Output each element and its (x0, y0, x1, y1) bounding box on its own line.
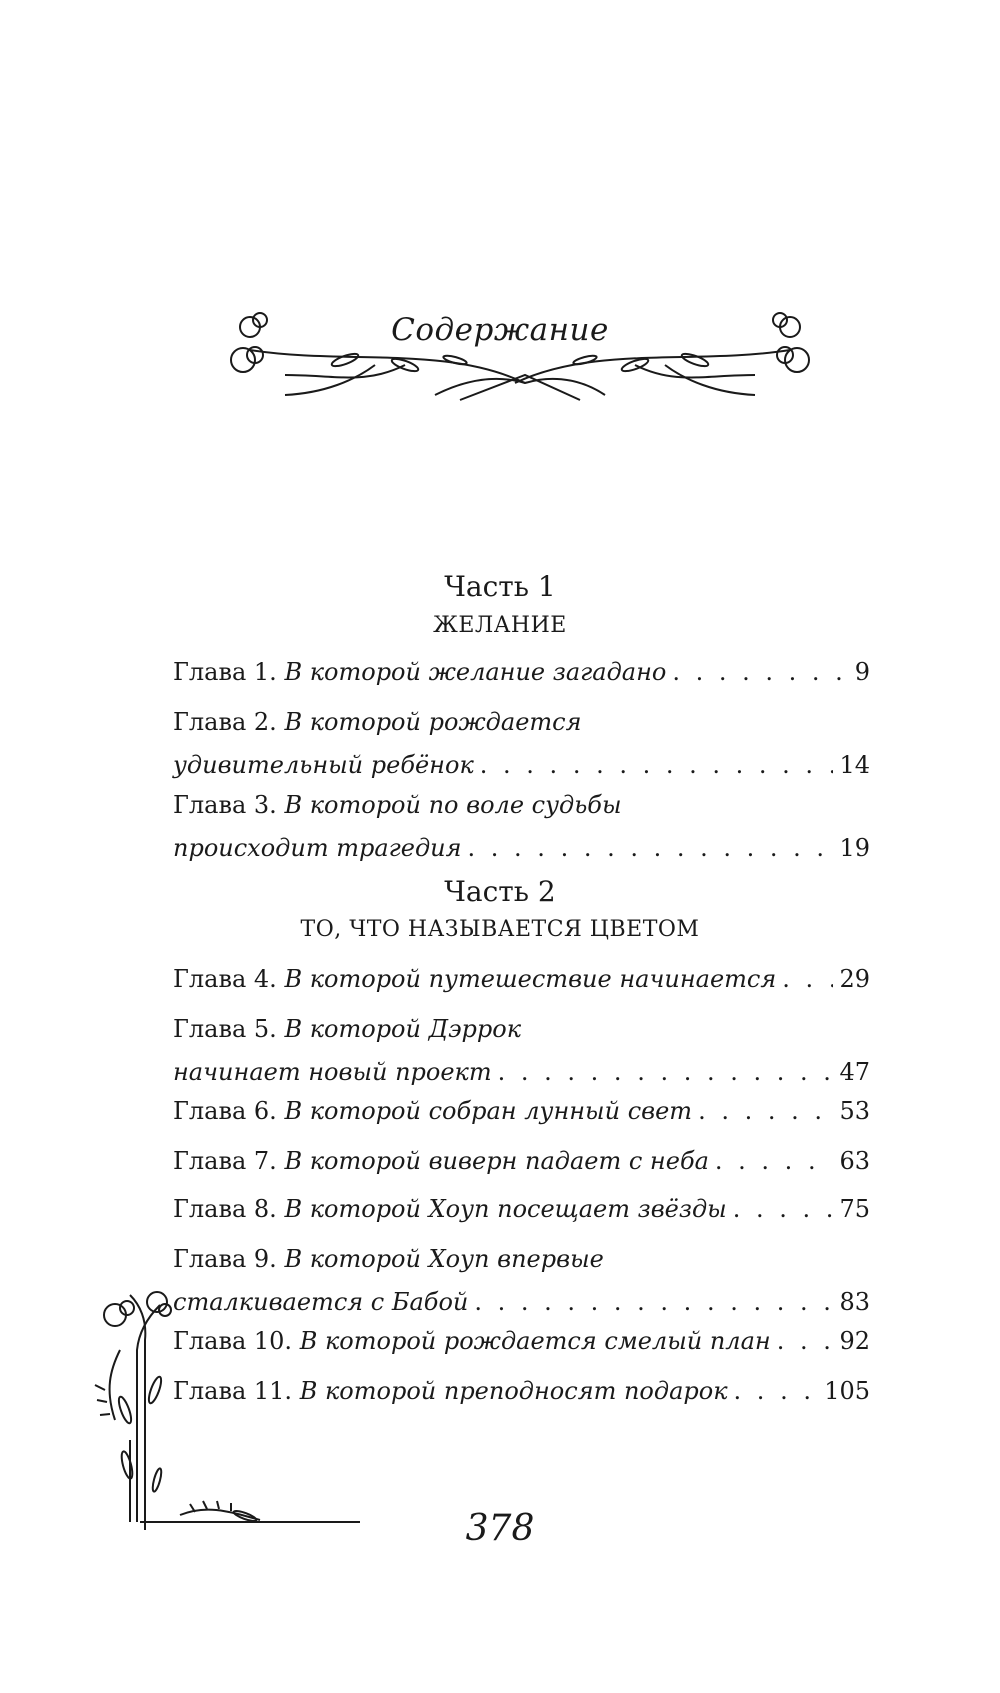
chapter-label: Глава 7. (173, 1147, 277, 1175)
toc-heading: Содержание (391, 312, 609, 348)
page-ref: 75 (839, 1195, 870, 1223)
dot-leader (777, 1320, 834, 1363)
chapter-title-cont: происходит трагедия (173, 834, 462, 862)
dot-leader (734, 1370, 819, 1413)
toc-entry[interactable] (173, 784, 870, 870)
toc-entry[interactable] (173, 701, 870, 787)
dot-leader (782, 958, 833, 1001)
chapter-title: В которой желание загадано (284, 658, 667, 686)
toc-entry[interactable] (173, 958, 870, 1001)
page-ref: 92 (839, 1327, 870, 1355)
page-ref: 83 (839, 1288, 870, 1316)
chapter-label: Глава 4. (173, 965, 277, 993)
chapter-title-cont: удивительный ребёнок (173, 751, 474, 779)
chapter-title: В которой собран лунный свет (284, 1097, 693, 1125)
chapter-label: Глава 1. (173, 658, 277, 686)
part-title: Часть 2 (444, 875, 556, 908)
chapter-title: В которой рождается смелый план (299, 1327, 771, 1355)
page-ref: 63 (839, 1147, 870, 1175)
page-ref: 105 (824, 1377, 870, 1405)
toc-entry[interactable] (173, 1090, 870, 1133)
chapter-label: Глава 10. (173, 1327, 293, 1355)
page-ref: 53 (839, 1097, 870, 1125)
chapter-title: В которой рождается (284, 708, 582, 736)
chapter-label: Глава 3. (173, 791, 277, 819)
dot-leader (480, 744, 834, 787)
toc-entry[interactable] (173, 651, 870, 694)
chapter-label: Глава 8. (173, 1195, 277, 1223)
page-number: 378 (465, 1508, 535, 1549)
dot-leader (715, 1140, 834, 1183)
page-ref: 29 (839, 965, 870, 993)
dot-leader (672, 651, 848, 694)
page-ref: 47 (839, 1058, 870, 1086)
chapter-label: Глава 2. (173, 708, 277, 736)
chapter-label: Глава 11. (173, 1377, 293, 1405)
chapter-title-cont: начинает новый проект (173, 1058, 492, 1086)
toc-entry[interactable] (173, 1188, 870, 1231)
toc-entry[interactable] (173, 1140, 870, 1183)
part-subtitle: ТО, ЧТО НАЗЫВАЕТСЯ ЦВЕТОМ (300, 917, 700, 942)
chapter-title: В которой Хоуп посещает звёзды (284, 1195, 727, 1223)
dot-leader (474, 1281, 833, 1324)
page-ref: 9 (854, 658, 870, 686)
chapter-title: В которой преподносят подарок (299, 1377, 728, 1405)
chapter-title: В которой Хоуп впервые (284, 1245, 604, 1273)
dot-leader (733, 1188, 834, 1231)
chapter-title: В которой путешествие начинается (284, 965, 777, 993)
chapter-title: В которой по воле судьбы (284, 791, 622, 819)
chapter-title: В которой Дэррок (284, 1015, 522, 1043)
dot-leader (498, 1051, 834, 1094)
dot-leader (698, 1090, 833, 1133)
chapter-title: В которой виверн падает с неба (284, 1147, 709, 1175)
chapter-title-cont: сталкивается с Бабой (173, 1288, 469, 1316)
part-subtitle: ЖЕЛАНИЕ (433, 613, 567, 638)
part-title: Часть 1 (444, 570, 556, 603)
toc-entry[interactable] (173, 1008, 870, 1094)
page-ref: 14 (839, 751, 870, 779)
dot-leader (468, 827, 834, 870)
page-ref: 19 (839, 834, 870, 862)
chapter-label: Глава 9. (173, 1245, 277, 1273)
chapter-label: Глава 6. (173, 1097, 277, 1125)
chapter-label: Глава 5. (173, 1015, 277, 1043)
